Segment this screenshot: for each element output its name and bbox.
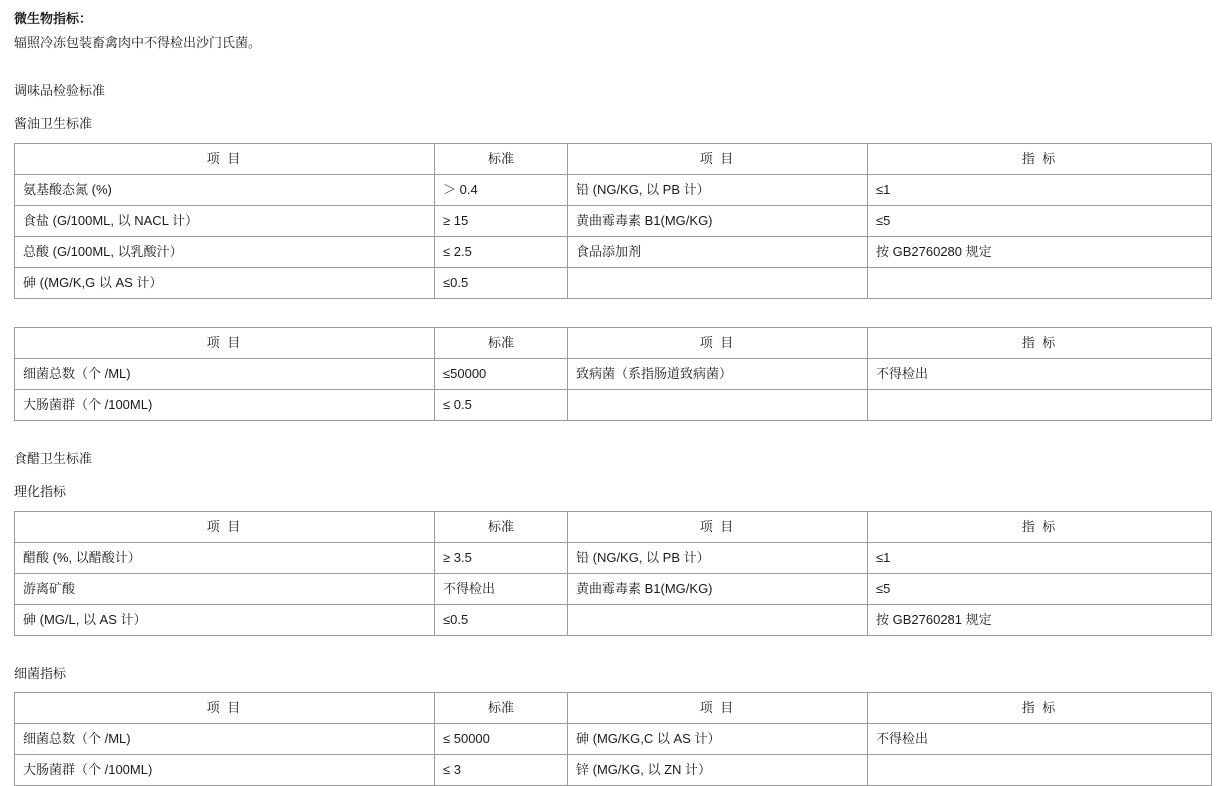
- cell: ≥ 3.5: [435, 542, 568, 573]
- bacteria-title: 细菌指标: [14, 665, 67, 681]
- spacer: [14, 53, 1211, 81]
- cell: ≤50000: [435, 358, 568, 389]
- cell: ≤ 3: [435, 755, 568, 786]
- cell: 细菌总数（个 /ML): [15, 358, 435, 389]
- cell: 细菌总数（个 /ML): [15, 724, 435, 755]
- cell: 铅 (NG/KG, 以 PB 计）: [568, 542, 868, 573]
- cell: ≤0.5: [435, 604, 568, 635]
- table-header-row: [15, 327, 1212, 358]
- vinegar-section-title: 食醋卫生标准: [14, 450, 93, 466]
- cell: ＞ 0.4: [435, 174, 568, 205]
- table-row: [15, 205, 1212, 236]
- cell: 不得检出: [435, 573, 568, 604]
- cell: 铅 (NG/KG, 以 PB 计）: [568, 174, 868, 205]
- cell: [868, 755, 1212, 786]
- table-row: [15, 236, 1212, 267]
- cell: 黄曲霉毒素 B1(MG/KG): [568, 205, 868, 236]
- table-vinegar-bacteria: [14, 692, 1212, 786]
- column-header-standard: 标准: [435, 143, 568, 174]
- table-header-row: [15, 693, 1212, 724]
- table-row: [15, 267, 1212, 298]
- cell: 按 GB2760281 规定: [868, 604, 1212, 635]
- spacer: [14, 683, 1211, 692]
- table-row: [15, 724, 1212, 755]
- cell: 按 GB2760280 规定: [868, 236, 1212, 267]
- table-row: [15, 358, 1212, 389]
- table-soy-physical: [14, 143, 1212, 299]
- table-row: [15, 573, 1212, 604]
- column-header-standard: 标准: [435, 511, 568, 542]
- cell: ≤ 50000: [435, 724, 568, 755]
- column-header-item: 项 目: [15, 693, 435, 724]
- cell: 致病菌（系指肠道致病菌）: [568, 358, 868, 389]
- cell: [568, 604, 868, 635]
- table-header-row: [15, 511, 1212, 542]
- table-row: [15, 174, 1212, 205]
- spacer: [14, 134, 1211, 143]
- cell: 食盐 (G/100ML, 以 NACL 计）: [15, 205, 435, 236]
- cell: 砷 (MG/L, 以 AS 计）: [15, 604, 435, 635]
- cell: [568, 267, 868, 298]
- cell: [868, 389, 1212, 420]
- cell: 大肠菌群（个 /100ML): [15, 389, 435, 420]
- table-row: [15, 604, 1212, 635]
- cell: 不得检出: [868, 358, 1212, 389]
- cell: 不得检出: [868, 724, 1212, 755]
- cell: 游离矿酸: [15, 573, 435, 604]
- cell: [868, 267, 1212, 298]
- cell: 总酸 (G/100ML, 以乳酸汁）: [15, 236, 435, 267]
- spacer: [14, 502, 1211, 511]
- cell: 砷 (MG/KG,C 以 AS 计）: [568, 724, 868, 755]
- column-header-item2: 项 目: [568, 327, 868, 358]
- column-header-item2: 项 目: [568, 143, 868, 174]
- column-header-item2: 项 目: [568, 693, 868, 724]
- table-header-row: [15, 143, 1212, 174]
- table-row: [15, 542, 1212, 573]
- soy-sauce-section-title: 酱油卫生标准: [14, 116, 93, 132]
- cell: ≤ 0.5: [435, 389, 568, 420]
- cell: ≤5: [868, 205, 1212, 236]
- cell: 食品添加剂: [568, 236, 868, 267]
- spacer: [14, 421, 1211, 449]
- cell: 砷 ((MG/K,G 以 AS 计）: [15, 267, 435, 298]
- spacer: [14, 468, 1211, 482]
- column-header-index: 指 标: [868, 511, 1212, 542]
- column-header-index: 指 标: [868, 143, 1212, 174]
- physicochemical-title: 理化指标: [14, 484, 67, 500]
- spacer: [14, 636, 1211, 664]
- cell: 大肠菌群（个 /100ML): [15, 755, 435, 786]
- cell: ≤ 2.5: [435, 236, 568, 267]
- column-header-item: 项 目: [15, 327, 435, 358]
- table-row: [15, 389, 1212, 420]
- column-header-standard: 标准: [435, 693, 568, 724]
- cell: ≤1: [868, 174, 1212, 205]
- cell: 黄曲霉毒素 B1(MG/KG): [568, 573, 868, 604]
- column-header-item2: 项 目: [568, 511, 868, 542]
- cell: ≤0.5: [435, 267, 568, 298]
- cell: ≤1: [868, 542, 1212, 573]
- cell: 锌 (MG/KG, 以 ZN 计）: [568, 755, 868, 786]
- table-vinegar-physical: [14, 511, 1212, 636]
- column-header-standard: 标准: [435, 327, 568, 358]
- cell: [568, 389, 868, 420]
- cell: ≤5: [868, 573, 1212, 604]
- spacer: [14, 299, 1211, 327]
- seasoning-section-title: 调味品检验标准: [14, 82, 106, 98]
- intro-paragraph: 辐照冷冻包装畜禽肉中不得检出沙门氏菌。: [14, 35, 262, 51]
- column-header-item: 项 目: [15, 143, 435, 174]
- table-soy-bacteria: [14, 327, 1212, 421]
- column-header-index: 指 标: [868, 327, 1212, 358]
- cell: 氨基酸态氮 (%): [15, 174, 435, 205]
- intro-heading: 微生物指标：: [14, 11, 93, 26]
- column-header-item: 项 目: [15, 511, 435, 542]
- column-header-index: 指 标: [868, 693, 1212, 724]
- table-row: [15, 755, 1212, 786]
- cell: ≥ 15: [435, 205, 568, 236]
- cell: 醋酸 (%, 以醋酸计）: [15, 542, 435, 573]
- spacer: [14, 100, 1211, 114]
